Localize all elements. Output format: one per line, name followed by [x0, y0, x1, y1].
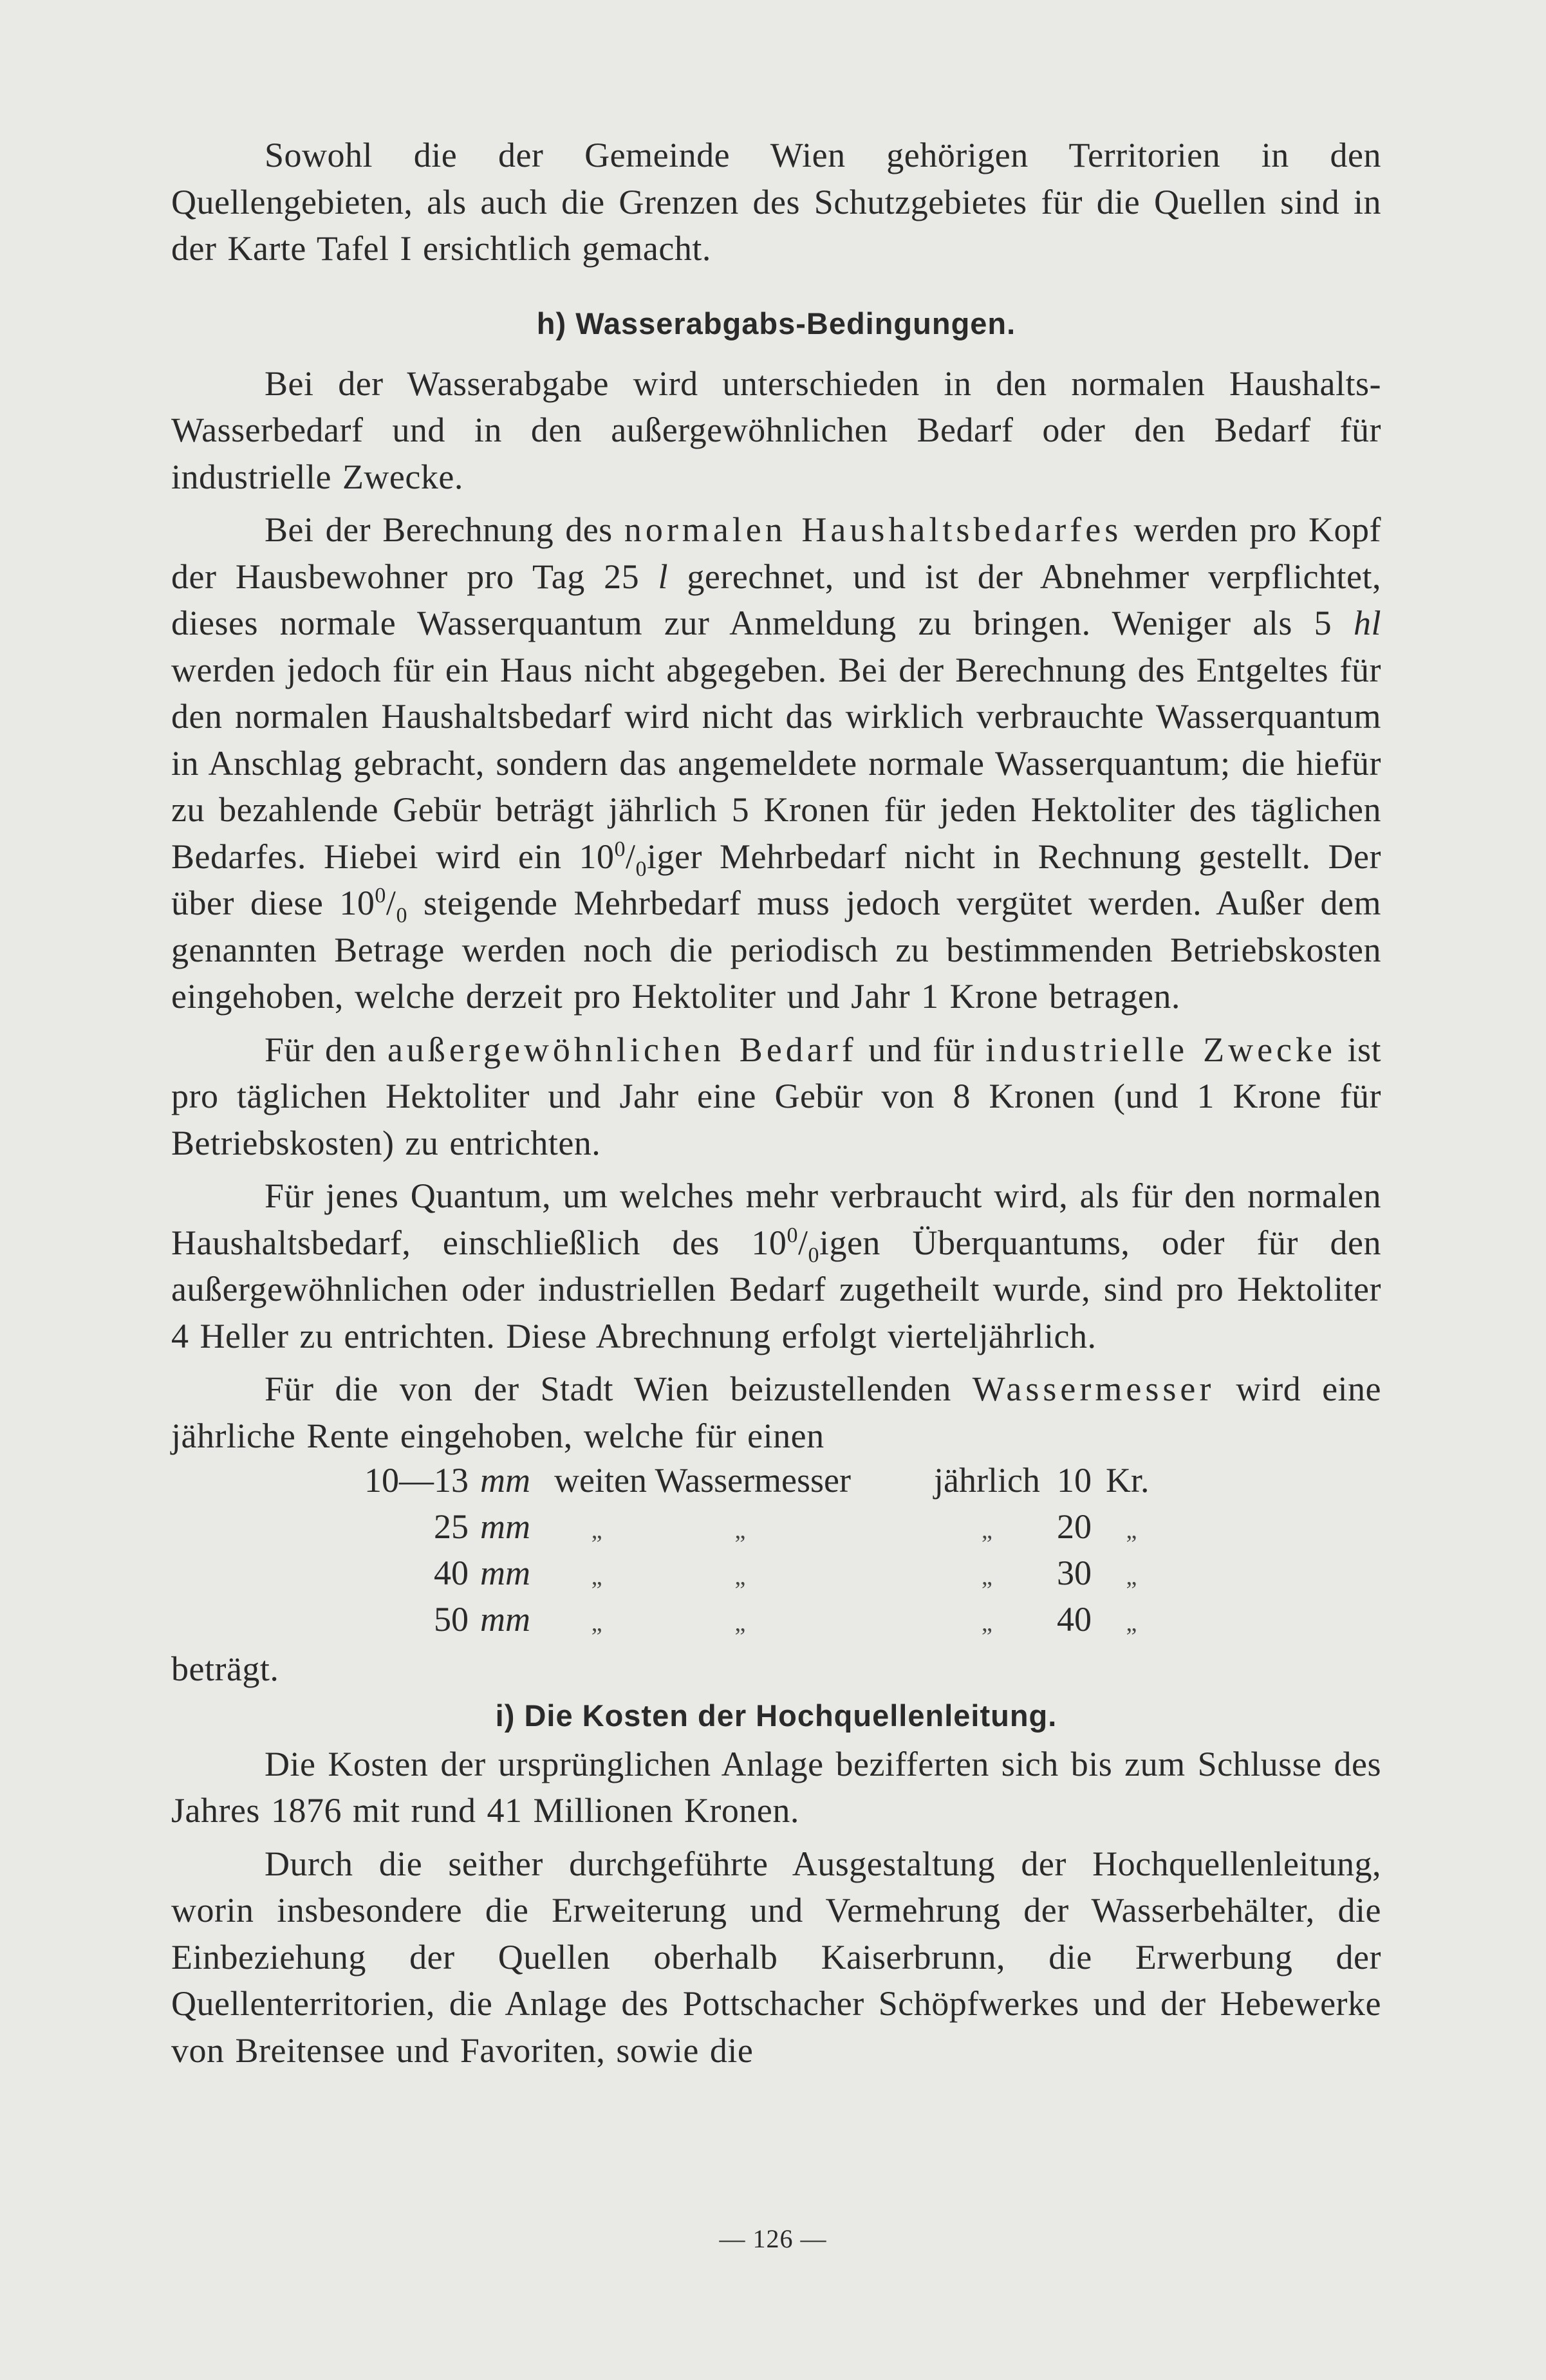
section-h-paragraph-4: Für jenes Quantum, um welches mehr verbraucht wird, als für den normalen Haushaltsbedarf, einschließlich des $10^0/_0igen$ Überquantums, oder für den außergewöhnlichen oder industriellen Bedarf zugetheilt wurde, sind pro Hektoliter 4 Heller zu entrichten. Diese Abrechnung erfolgt vierteljährlich. [171, 1176, 1381, 1355]
table-row: 10—13 mm weiten Wassermesser jährlich 10 Kr. [364, 1461, 1150, 1500]
page-number: — 126 — [719, 2224, 827, 2253]
spaced-term-normaler-haushaltsbedarf: normalen Haushaltsbedarfes [624, 510, 1122, 549]
unit-liter: l [658, 557, 668, 596]
section-h-heading: h) Wasserabgabs-Bedingungen. [536, 306, 1016, 340]
section-h-paragraph-1: Bei der Wasserabgabe wird unterschieden in den normalen Haushalts-Wasserbedarf und in den außergewöhnlichen Bedarf oder den Bedarf für industrielle Zwecke. [171, 364, 1381, 496]
section-i-heading: i) Die Kosten der Hochquellenleitung. [495, 1698, 1057, 1733]
section-i-paragraph-2: Durch die seither durchgeführte Ausgestaltung der Hochquellenleitung, worin insbesondere die Erweiterung und Vermehrung der Wasserbehälter, die Einbeziehung der Quellen oberhalb Kaiserbrunn, die Erwerbung der Quellenterritorien, die Anlage des Pottschacher Schöpfwerkes und der Hebewerke von Breitensee und Favoriten, sowie die [171, 1844, 1381, 2070]
spaced-term-industrielle-zwecke: industrielle Zwecke [985, 1030, 1336, 1069]
spaced-term-wassermesser: Wassermesser [972, 1370, 1215, 1408]
water-meter-rent-table [364, 1460, 1157, 1646]
section-h-paragraph-5: Für die von der Stadt Wien beizustellenden Wassermesser wird eine jährliche Rente eingehoben, welche für einen [171, 1370, 1382, 1455]
document-page [171, 132, 1381, 2074]
table-row: 50 mm „ „ „ 40 „ [434, 1600, 1137, 1639]
section-h-paragraph-2: Bei der Berechnung des normalen Haushaltsbedarfes werden pro Kopf der Hausbewohner pro Tag 25 l gerechnet, und ist der Abnehmer verpflichtet, dieses normale Wasserquantum zur Anmeldung zu bringen. Weniger als 5 hl werden jedoch für ein Haus nicht abgegeben. Bei der Berechnung des Entgeltes für den normalen Haushaltsbedarf wird nicht das wirklich verbrauchte Wasserquantum in Anschlag gebracht, sondern das angemeldete normale Wasserquantum; die hiefür zu bezahlende Gebür beträgt jährlich 5 Kronen für jeden Hektoliter des täglichen Bedarfes. Hiebei wird ein $10^0/_0iger$ Mehrbedarf nicht in Rechnung gestellt. Der über diese $10^0/_0$ steigende Mehrbedarf muss jedoch vergütet werden. Außer dem genannten Betrage werden noch die periodisch zu bestimmenden Betriebskosten eingehoben, welche derzeit pro Hektoliter und Jahr 1 Krone betragen. [171, 510, 1382, 1016]
table-row: 25 mm „ „ „ 20 „ [434, 1507, 1137, 1546]
section-h-paragraph-3: Für den außergewöhnlichen Bedarf und für industrielle Zwecke ist pro täglichen Hektoliter und Jahr eine Gebür von 8 Kronen (und 1 Krone für Betriebskosten) zu entrichten. [171, 1030, 1382, 1162]
section-h-paragraph-5-end: beträgt. [171, 1650, 279, 1688]
unit-hectoliter: hl [1353, 604, 1381, 642]
table-row: 40 mm „ „ „ 30 „ [434, 1554, 1137, 1592]
section-i-paragraph-1: Die Kosten der ursprünglichen Anlage bezifferten sich bis zum Schlusse des Jahres 1876 mit rund 41 Millionen Kronen. [171, 1744, 1381, 1830]
spaced-term-aussergewoehnlicher-bedarf: außergewöhnlichen Bedarf [387, 1030, 857, 1069]
intro-paragraph: Sowohl die der Gemeinde Wien gehörigen Territorien in den Quellengebieten, als auch die Grenzen des Schutzgebietes für die Quellen sind in der Karte Tafel I ersichtlich gemacht. [171, 136, 1381, 268]
